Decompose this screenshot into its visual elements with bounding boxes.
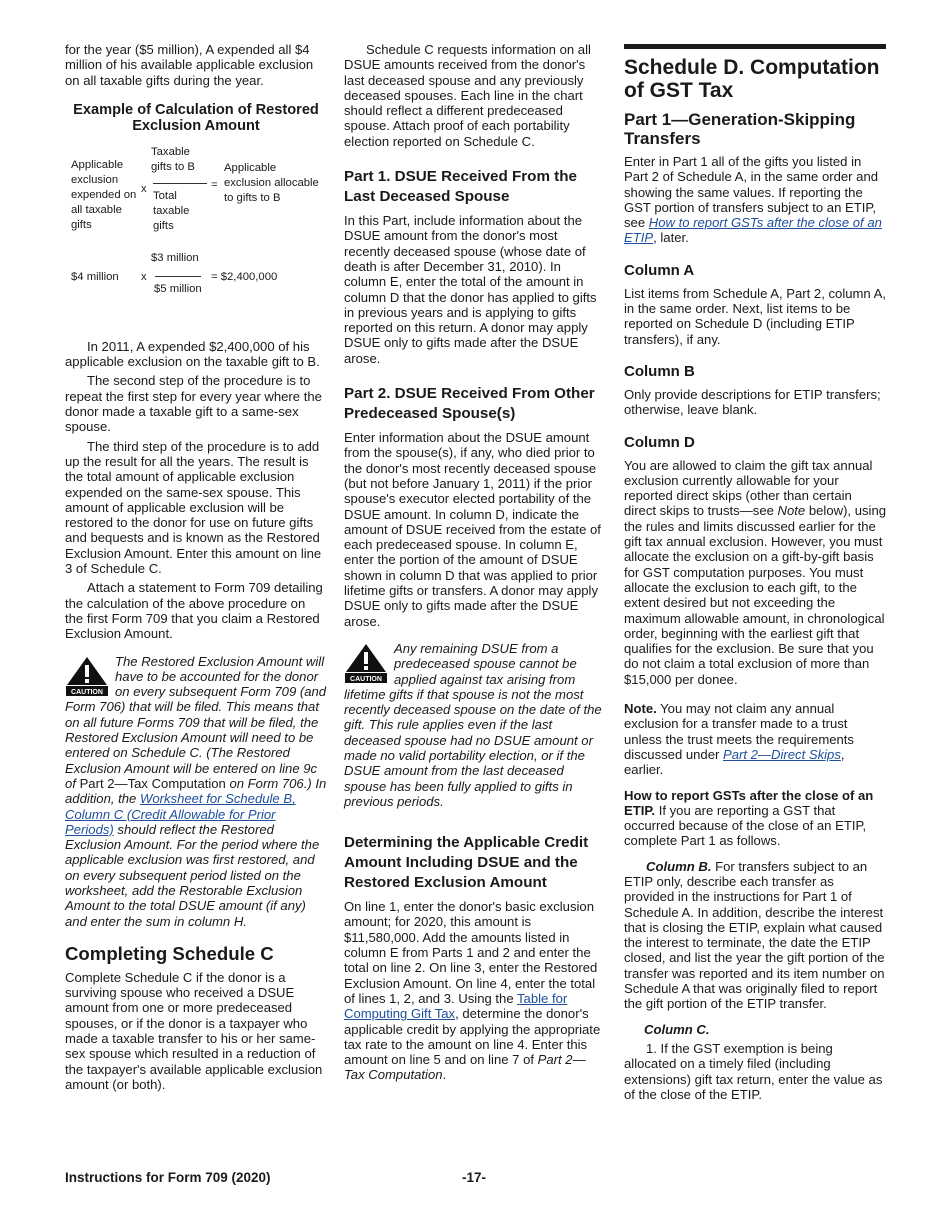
run-in-heading: Column C. [644, 1021, 710, 1037]
gift-tax-table-link[interactable]: Table for Computing Gift Tax [344, 990, 568, 1022]
paragraph: In 2011, A expended $2,400,000 of his applicable exclusion on the taxable gift to B. [65, 338, 320, 370]
formula-result: Applicable exclusion allocable to gifts to B [224, 161, 319, 204]
caution-text: should reflect the Restored Exclusion Amount. For the period where the applicable exclusion was first restored, and on every subsequent period listed on the worksheet, add the Restorable Exclusion Amount to the total DSUE amount (if any) and enter the sum in column H. [65, 821, 320, 929]
fraction-line [153, 183, 207, 184]
text: For transfers subject to an ETIP only, describe each transfer as provided in the instructions for Part 1 of Schedule A. In addition, describe the interest that is closing the ETIP, explain what caused the interest to terminate, the date the ETIP closed, and list the year the gift portion of the transfer was reported and its item number on Schedule A that was originally filed to report the gift portion of the ETIP transfer. [624, 858, 885, 1012]
formula-numerator: Taxable gifts to B [151, 145, 195, 173]
section-heading: Determining the Applicable Credit Amount Including DSUE and the Restored Exclusion Amount [344, 834, 589, 892]
paragraph [624, 154, 886, 246]
footer-form-title: Instructions for Form 709 (2020) [65, 1170, 271, 1185]
example-left: $4 million [71, 270, 119, 283]
text: . [442, 1067, 447, 1083]
paragraph [624, 788, 886, 849]
paragraph: List items from Schedule A, Part 2, column A, in the same order. Next, list items to be reported on Schedule D (including ETIP transfers), if any. [624, 285, 886, 347]
etip-link[interactable]: How to report GSTs after the close of an ETIP [624, 215, 882, 246]
direct-skips-link[interactable]: Part 2—Direct Skips [723, 746, 841, 762]
example-title: Example of Calculation of Restored Exclusion Amount [73, 101, 319, 135]
formula-denominator: Total taxable gifts [153, 189, 190, 232]
section-heading: Completing Schedule C [65, 942, 274, 964]
example-times: x [141, 270, 147, 283]
caution-text-part: Part 2—Tax Computation [79, 775, 226, 791]
column-heading: Column B [624, 362, 695, 380]
page-number: -17- [462, 1170, 487, 1185]
column-2 [344, 42, 604, 1087]
paragraph: Enter information about the DSUE amount from the spouse(s), if any, who died prior to the donor's most recently deceased spouse (but not before January 1, 2011) if the prior spouse's executor elected portability of the DSUE amount. In column D, indicate the amount of DSUE received from the estate of each predeceased spouse. In column E, enter the portion of the amount of DSUE shown in column D that was applied to prior lifetime gifts or transfers. A donor may apply DSUE only to gifts made after the DSUE arose. [344, 430, 601, 629]
text: , earlier. [624, 746, 845, 778]
paragraph: Schedule C requests information on all DSUE amounts received from the donor's last deceased spouse and any previously deceased spouses. Each line in the chart should reflect a different predeceased spouse. Attach proof of each portability election reported on Schedule C. [344, 42, 591, 149]
section-heading: Part 1. DSUE Received From the Last Deceased Spouse [344, 168, 577, 206]
note-label: Note. [624, 701, 657, 717]
text: , determine the donor's applicable credit by applying the appropriate tax rate to the amount on line 4. Enter this amount on line 5 and on line 7 of [344, 1006, 601, 1068]
caution-label: CAUTION [71, 688, 103, 696]
paragraph: Only provide descriptions for ETIP transfers; otherwise, leave blank. [624, 386, 881, 418]
run-in-heading: Column B. [646, 858, 712, 874]
text: If you are reporting a GST that occurred because of the close of an ETIP, complete Part 1 as follows. [624, 802, 867, 849]
paragraph: for the year ($5 million), A expended all $4 million of his available applicable exclusion on all taxable gifts during the year. [65, 42, 314, 88]
text: , later. [653, 230, 689, 246]
paragraph [624, 859, 886, 1012]
column-heading: Column D [624, 433, 695, 451]
column-3 [624, 44, 886, 1106]
worksheet-link[interactable]: Worksheet for Schedule B, Column C (Credit Allowable for Prior Periods) [65, 791, 296, 837]
caution-label: CAUTION [350, 675, 382, 683]
formula-times: x [141, 182, 147, 195]
text: below), using the rules and limits discussed earlier for the gift tax annual exclusion. However, you must allocate the exclusion on a gift-by-gift basis for GST computation purposes. You must allocate the exclusion to each gift, to the extent desired but not exceeding the maximum allowable amount, in chronological order, beginning with the earliest gift that qualifies for the exclusion. Be sure that you do not claim a total exclusion of more than $15,000 per donee. [624, 503, 887, 687]
note-paragraph [624, 701, 886, 777]
text: Enter in Part 1 all of the gifts you listed in Part 2 of Schedule A, in the same order and showing the same values. If reporting the GST portion of transfers subject to an ETIP, see [624, 154, 879, 231]
caution-note [65, 654, 327, 929]
column-heading: Column A [624, 261, 695, 279]
example-fraction-line [155, 276, 201, 277]
subheading [624, 1022, 886, 1037]
caution-icon [344, 643, 388, 683]
text: You may not claim any annual exclusion for a transfer made to a trust unless the trust meets the requirements discussed under [624, 701, 854, 762]
example-numerator: $3 million [151, 251, 199, 264]
paragraph [344, 899, 604, 1083]
paragraph: Attach a statement to Form 709 detailing the calculation of the above procedure on the first Form 709 that you claim a Restored Exclusion Amount. [65, 580, 323, 642]
caution-text: The Restored Exclusion Amount will have to be accounted for the donor on every subsequent Form 709 (and Form 706) that will be filed. This means that on all future Forms 709 that will be filed, the Restored Exclusion Amount will need to be entered on Schedule C. (The Restored Exclusion Amount will be entered on line 9c of [65, 653, 327, 791]
text-italic: Note [777, 503, 806, 519]
paragraph: In this Part, include information about the DSUE amount from the donor's most recently deceased spouse (whose date of death is after December 31, 2010). In column E, enter the total of the amount in column D that the donor has applied to gifts in previous years and is applying to gifts reported on this return. A donor may apply DSUE only to gifts made after the DSUE arose. [344, 213, 597, 366]
text-italic: Part 2—Tax Computation [344, 1052, 586, 1083]
formula-equals: = [211, 178, 218, 191]
formula-left-label: Applicable exclusion expended on all taxable gifts [71, 158, 137, 231]
section-heading: Part 2. DSUE Received From Other Predeceased Spouse(s) [344, 385, 595, 423]
example-result: = $2,400,000 [211, 270, 278, 283]
column-1 [65, 42, 327, 1096]
paragraph: Complete Schedule C if the donor is a surviving spouse who received a DSUE amount from one or more predeceased spouses, or if the donor is a taxpayer who made a taxable transfer to his or her same-sex spouse which resulted in a reduction of the taxpayer's available applicable exclusion amount (or both). [65, 969, 323, 1092]
example-denominator: $5 million [154, 282, 202, 295]
restored-exclusion-formula [65, 145, 327, 335]
paragraph: The second step of the procedure is to repeat the first step for every year where the donor made a taxable gift to a same-sex spouse. [65, 373, 322, 435]
paragraph [624, 458, 886, 687]
list-item: 1. If the GST exemption is being allocated on a timely filed (including extensions) gift tax return, enter the value as of the close of the ETIP. [624, 1040, 883, 1102]
caution-text: on Form 706.) In addition, the [65, 775, 327, 807]
caution-note [344, 641, 604, 809]
run-in-heading: How to report GSTs after the close of an ETIP. [624, 787, 874, 818]
part-heading: Part 1—Generation-Skipping Transfers [624, 110, 856, 148]
paragraph: The third step of the procedure is to add up the result for all the years. The result is the total amount of applicable exclusion expended on the same-sex spouse. This amount of applicable exclusion will be restored to the donor for use on future gifts and bequests and is known as the Restored Exclusion Amount. Enter this amount on line 3 of Schedule C. [65, 438, 322, 577]
schedule-heading: Schedule D. Computation of GST Tax [624, 44, 886, 102]
text: You are allowed to claim the gift tax annual exclusion currently allowable for your reported direct skips (other than certain direct skips to trusts—see [624, 457, 873, 519]
text: On line 1, enter the donor's basic exclusion amount; for 2020, this amount is $11,580,000. Add the amounts listed in column E from Parts 1 and 2 and enter the total on line 2. On line 3, enter the Restored Exclusion Amount. On line 4, enter the total of lines 1, 2, and 3. Using the [344, 899, 598, 1006]
caution-text: Any remaining DSUE from a predeceased spouse cannot be applied against tax arising from lifetime gifts if that spouse is not the most recently deceased spouse on the date of the gift. This rule applies even if the last deceased spouse had no DSUE amount or made no valid portability election, or if the DSUE amount from the last deceased spouse has been fully applied to gifts in previous periods. [344, 640, 602, 809]
caution-icon [65, 656, 109, 696]
